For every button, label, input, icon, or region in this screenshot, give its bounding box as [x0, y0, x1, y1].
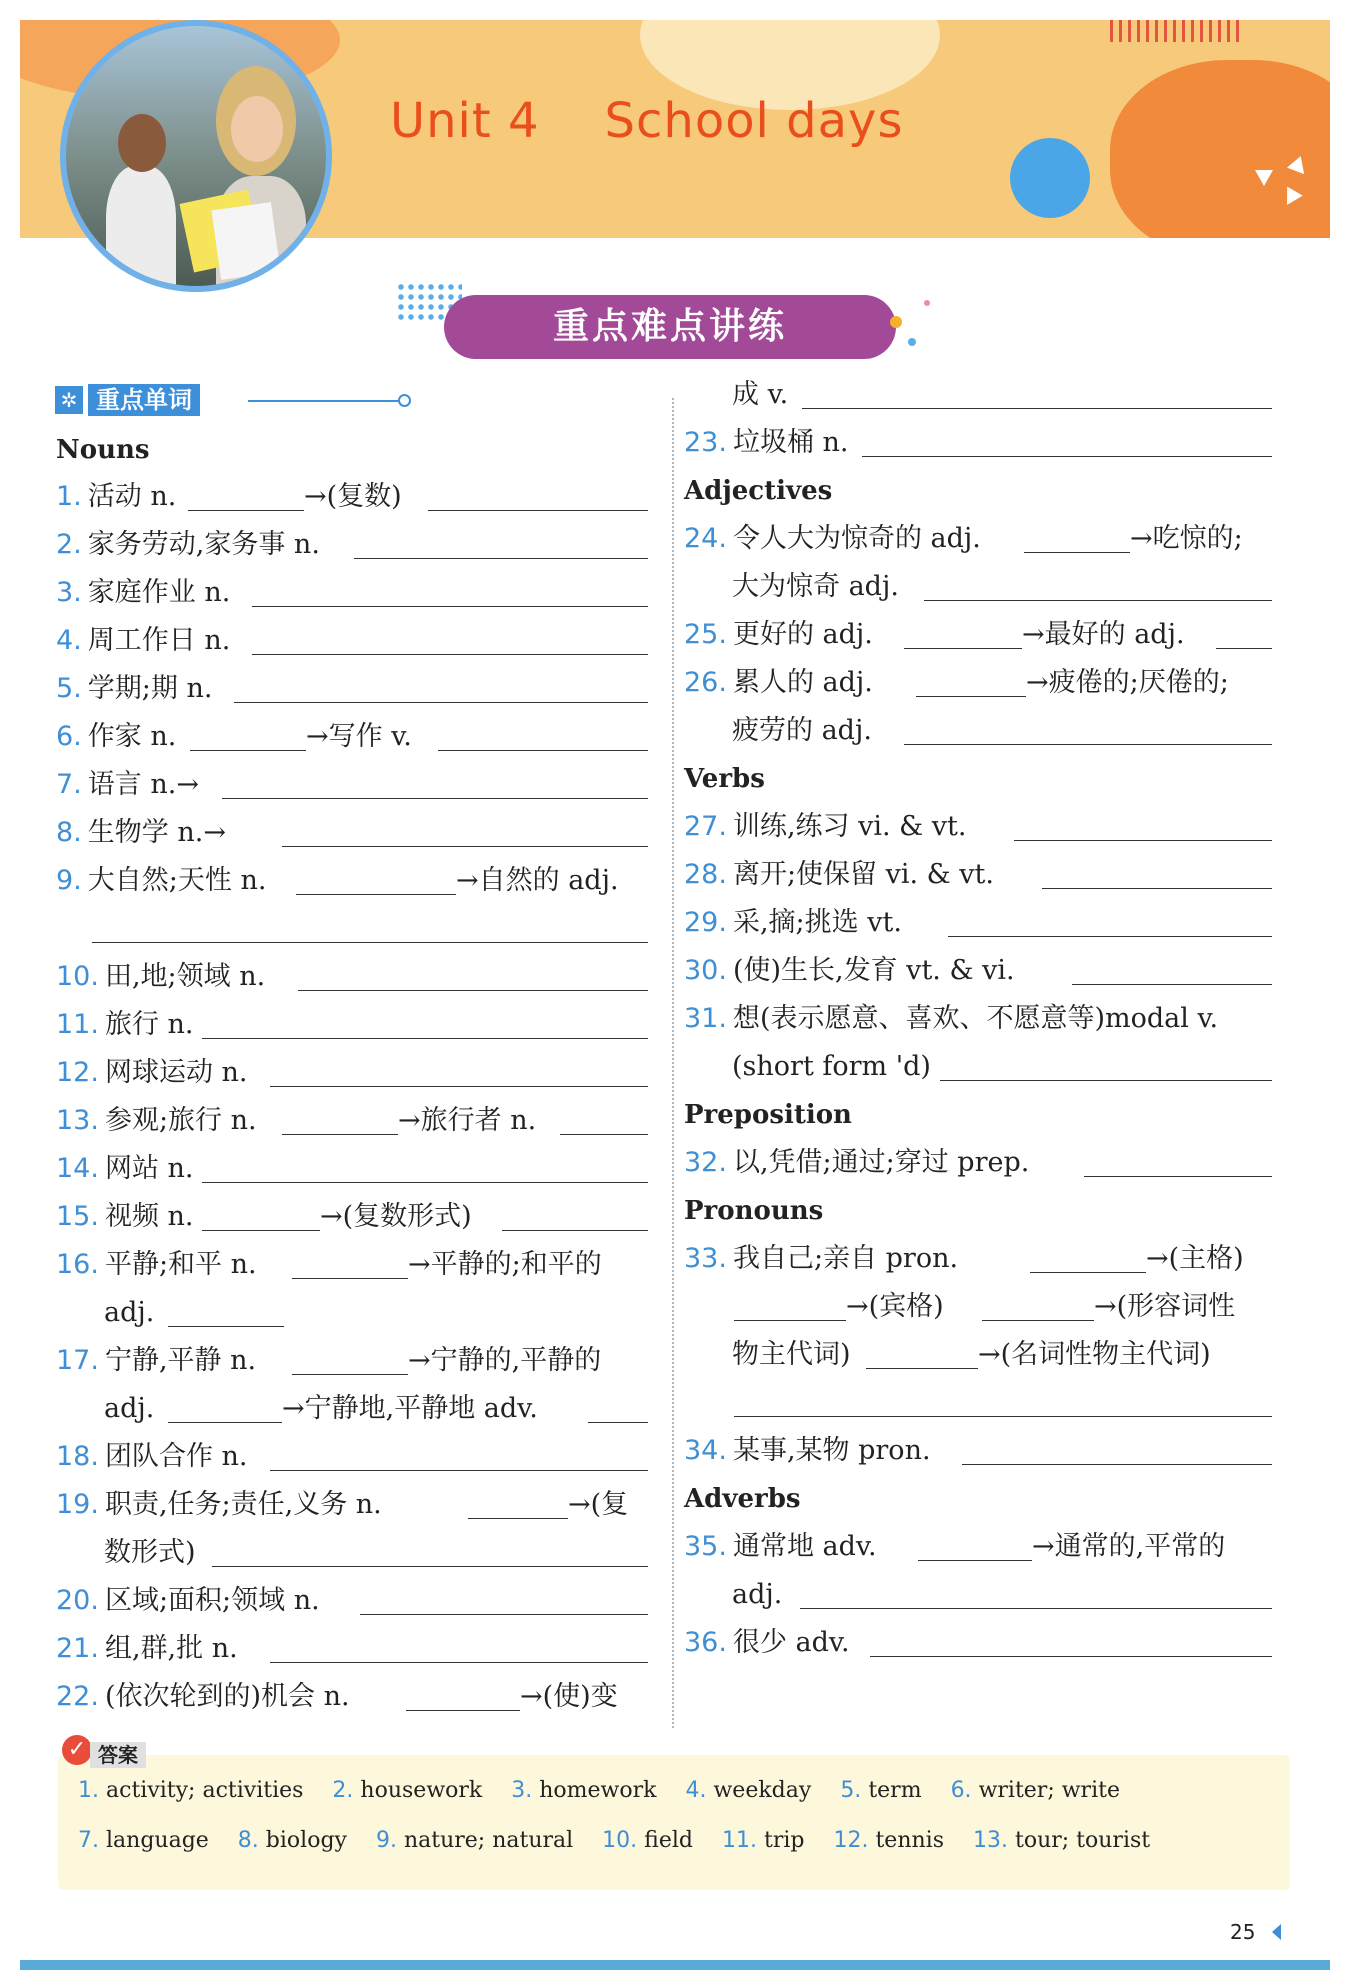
vocab-item-note: 物主代词)	[732, 1339, 851, 1370]
answer-blank[interactable]	[870, 1656, 1272, 1657]
answer-blank[interactable]	[468, 1518, 568, 1519]
vocab-item-note: →(名词性物主代词)	[978, 1339, 1211, 1370]
vocab-item: 27. 训练,练习 vi. & vt.	[684, 811, 967, 842]
vocab-item: 17. 宁静,平静 n.	[56, 1345, 257, 1376]
vocab-item: 18. 团队合作 n.	[56, 1441, 248, 1472]
vocab-item-note: →最好的 adj.	[1022, 619, 1185, 650]
answer-blank[interactable]	[734, 1320, 846, 1321]
answer-blank[interactable]	[800, 1608, 1272, 1609]
answer-blank[interactable]	[560, 1134, 648, 1135]
tag-line	[248, 400, 398, 402]
vocab-item-note: →旅行者 n.	[398, 1105, 537, 1136]
answer-blank[interactable]	[502, 1230, 648, 1231]
vocab-item-note: →(复数形式)	[320, 1201, 472, 1232]
answer-line: 1. activity; activities 2. housework 3. homework 4. weekday 5. term 6. writer; write	[78, 1778, 1120, 1803]
answer-blank[interactable]	[1042, 888, 1272, 889]
vocab-item: 7. 语言 n.→	[56, 769, 199, 800]
vocab-item: 25. 更好的 adj.	[684, 619, 873, 650]
answer-blank[interactable]	[948, 936, 1272, 937]
vocab-item-note: →平静的;和平的	[408, 1249, 602, 1280]
vocab-item-note: →(使)变	[520, 1681, 618, 1712]
answer-blank[interactable]	[1014, 840, 1272, 841]
vocab-item: 28. 离开;使保留 vi. & vt.	[684, 859, 994, 890]
vocab-item-note: adj.	[104, 1393, 155, 1424]
answer-blank[interactable]	[904, 744, 1272, 745]
answer-line: 7. language 8. biology 9. nature; natural 10. field 11. trip 12. tennis 13. tour; tourist	[78, 1828, 1151, 1853]
banner-shape	[1110, 60, 1330, 238]
answer-blank[interactable]	[940, 1080, 1272, 1081]
vocab-item: 15. 视频 n.	[56, 1201, 194, 1232]
vocab-item: 23. 垃圾桶 n.	[684, 427, 849, 458]
answer-blank[interactable]	[270, 1086, 648, 1087]
answer-blank[interactable]	[270, 1662, 648, 1663]
section-title: 重点难点讲练	[444, 295, 896, 359]
vocab-item: 24. 令人大为惊奇的 adj.	[684, 523, 981, 554]
vocab-item-note: →通常的,平常的	[1032, 1531, 1226, 1562]
vocab-item-note: adj.	[732, 1579, 783, 1610]
vocab-item: 6. 作家 n.	[56, 721, 177, 752]
answer-blank[interactable]	[168, 1422, 282, 1423]
answer-blank[interactable]	[190, 750, 306, 751]
answer-blank[interactable]	[1072, 984, 1272, 985]
keywords-label: 重点单词	[88, 384, 200, 416]
answer-blank[interactable]	[270, 1470, 648, 1471]
page	[20, 20, 1330, 1970]
answer-blank[interactable]	[252, 654, 648, 655]
answer-blank[interactable]	[438, 750, 648, 751]
vocab-item: 32. 以,凭借;通过;穿过 prep.	[684, 1147, 1030, 1178]
answer-blank[interactable]	[588, 1422, 648, 1423]
answer-blank[interactable]	[924, 600, 1272, 601]
answer-blank[interactable]	[188, 510, 304, 511]
category-heading: Preposition	[684, 1100, 852, 1130]
answer-blank[interactable]	[962, 1464, 1272, 1465]
vocab-item: 9. 大自然;天性 n.	[56, 865, 267, 896]
triangle-decoration	[1255, 170, 1273, 186]
vocab-item: 3. 家庭作业 n.	[56, 577, 231, 608]
vocab-item-note: →(主格)	[1146, 1243, 1244, 1274]
vocab-item: 22. (依次轮到的)机会 n.	[56, 1681, 350, 1712]
vocab-item: 31. 想(表示愿意、喜欢、不愿意等)modal v.	[684, 1003, 1219, 1034]
category-heading: Verbs	[684, 764, 765, 794]
vocab-item-note: →(宾格)	[846, 1291, 944, 1322]
answer-blank[interactable]	[862, 456, 1272, 457]
vocab-item: 29. 采,摘;挑选 vt.	[684, 907, 902, 938]
vocab-item: 30. (使)生长,发育 vt. & vi.	[684, 955, 1015, 986]
answer-blank[interactable]	[428, 510, 648, 511]
vocab-item: 14. 网站 n.	[56, 1153, 194, 1184]
page-title: Unit 4 School days	[390, 93, 904, 149]
vocab-item: 4. 周工作日 n.	[56, 625, 231, 656]
answer-blank[interactable]	[292, 1374, 408, 1375]
answer-blank[interactable]	[734, 1416, 1272, 1417]
dot-decoration	[890, 316, 902, 328]
category-heading: Pronouns	[684, 1196, 824, 1226]
vocab-item: 5. 学期;期 n.	[56, 673, 213, 704]
answer-blank[interactable]	[292, 1278, 408, 1279]
vocab-item-note: →自然的 adj.	[456, 865, 619, 896]
vocab-item: 10. 田,地;领域 n.	[56, 961, 266, 992]
students-photo	[60, 20, 332, 292]
column-divider	[672, 398, 674, 1728]
bottom-bar	[20, 1960, 1330, 1970]
answer-blank[interactable]	[904, 648, 1022, 649]
vocab-item-note: →宁静的,平静的	[408, 1345, 602, 1376]
vocab-item-note: adj.	[104, 1297, 155, 1328]
vocab-item: 26. 累人的 adj.	[684, 667, 873, 698]
vocab-item-note: →宁静地,平静地 adv.	[282, 1393, 538, 1424]
answer-blank[interactable]	[168, 1326, 284, 1327]
banner-stripes	[1110, 20, 1240, 42]
vocab-item: 33. 我自己;亲自 pron.	[684, 1243, 959, 1274]
vocab-item: 13. 参观;旅行 n.	[56, 1105, 257, 1136]
vocab-item-note: →疲倦的;厌倦的;	[1026, 667, 1229, 698]
vocab-item: 11. 旅行 n.	[56, 1009, 194, 1040]
category-heading: Adverbs	[684, 1484, 801, 1514]
answer-blank[interactable]	[202, 1038, 648, 1039]
banner-circle	[1010, 138, 1090, 218]
dot-decoration	[924, 300, 930, 306]
answer-blank[interactable]	[222, 798, 648, 799]
answer-blank[interactable]	[296, 894, 456, 895]
answer-blank[interactable]	[1030, 1272, 1146, 1273]
vocab-item-note: →(复	[568, 1489, 629, 1520]
vocab-item: 1. 活动 n.	[56, 481, 177, 512]
vocab-item-note: 大为惊奇 adj.	[732, 571, 899, 602]
answer-blank[interactable]	[282, 846, 648, 847]
vocab-item: 16. 平静;和平 n.	[56, 1249, 257, 1280]
tag-line-end	[398, 394, 411, 407]
vocab-item: 12. 网球运动 n.	[56, 1057, 248, 1088]
page-arrow-icon	[1272, 1924, 1281, 1940]
answer-blank[interactable]	[202, 1230, 320, 1231]
answer-blank[interactable]	[234, 702, 648, 703]
answer-blank[interactable]	[252, 606, 648, 607]
answer-blank[interactable]	[802, 408, 1272, 409]
vocab-item: 21. 组,群,批 n.	[56, 1633, 238, 1664]
keywords-icon: ✲	[55, 386, 83, 414]
answer-label: 答案	[90, 1742, 146, 1768]
answer-box	[58, 1755, 1290, 1890]
vocab-item: 8. 生物学 n.→	[56, 817, 226, 848]
vocab-item: 34. 某事,某物 pron.	[684, 1435, 931, 1466]
answer-blank[interactable]	[212, 1566, 648, 1567]
answer-blank[interactable]	[1024, 552, 1130, 553]
answer-blank[interactable]	[354, 558, 648, 559]
check-icon: ✓	[62, 1735, 92, 1765]
answer-blank[interactable]	[92, 942, 648, 943]
answer-blank[interactable]	[866, 1368, 978, 1369]
vocab-item: 36. 很少 adv.	[684, 1627, 850, 1658]
answer-blank[interactable]	[282, 1134, 398, 1135]
answer-blank[interactable]	[1216, 648, 1272, 649]
vocab-item-note: 数形式)	[104, 1537, 196, 1568]
vocab-item: 2. 家务劳动,家务事 n.	[56, 529, 320, 560]
category-heading: Adjectives	[684, 476, 833, 506]
answer-blank[interactable]	[360, 1614, 648, 1615]
answer-blank[interactable]	[1084, 1176, 1272, 1177]
category-heading: Nouns	[56, 435, 150, 465]
vocab-item: 35. 通常地 adv.	[684, 1531, 877, 1562]
answer-blank[interactable]	[918, 1560, 1032, 1561]
vocab-item: 19. 职责,任务;责任,义务 n.	[56, 1489, 382, 1520]
dot-decoration	[908, 338, 916, 346]
vocab-item: 20. 区域;面积;领域 n.	[56, 1585, 320, 1616]
vocab-item-note: 疲劳的 adj.	[732, 715, 872, 746]
page-number: 25	[1230, 1920, 1256, 1944]
vocab-item-note: (short form 'd)	[732, 1051, 931, 1082]
vocab-item-note: →写作 v.	[306, 721, 412, 752]
vocab-item-note: 成 v.	[732, 379, 789, 410]
answer-blank[interactable]	[202, 1182, 648, 1183]
answer-blank[interactable]	[982, 1320, 1094, 1321]
vocab-item-note: →(复数)	[304, 481, 402, 512]
vocab-item-note: →(形容词性	[1094, 1291, 1236, 1322]
answer-blank[interactable]	[916, 696, 1026, 697]
answer-blank[interactable]	[298, 990, 648, 991]
answer-blank[interactable]	[406, 1710, 520, 1711]
vocab-item-note: →吃惊的;	[1130, 523, 1243, 554]
